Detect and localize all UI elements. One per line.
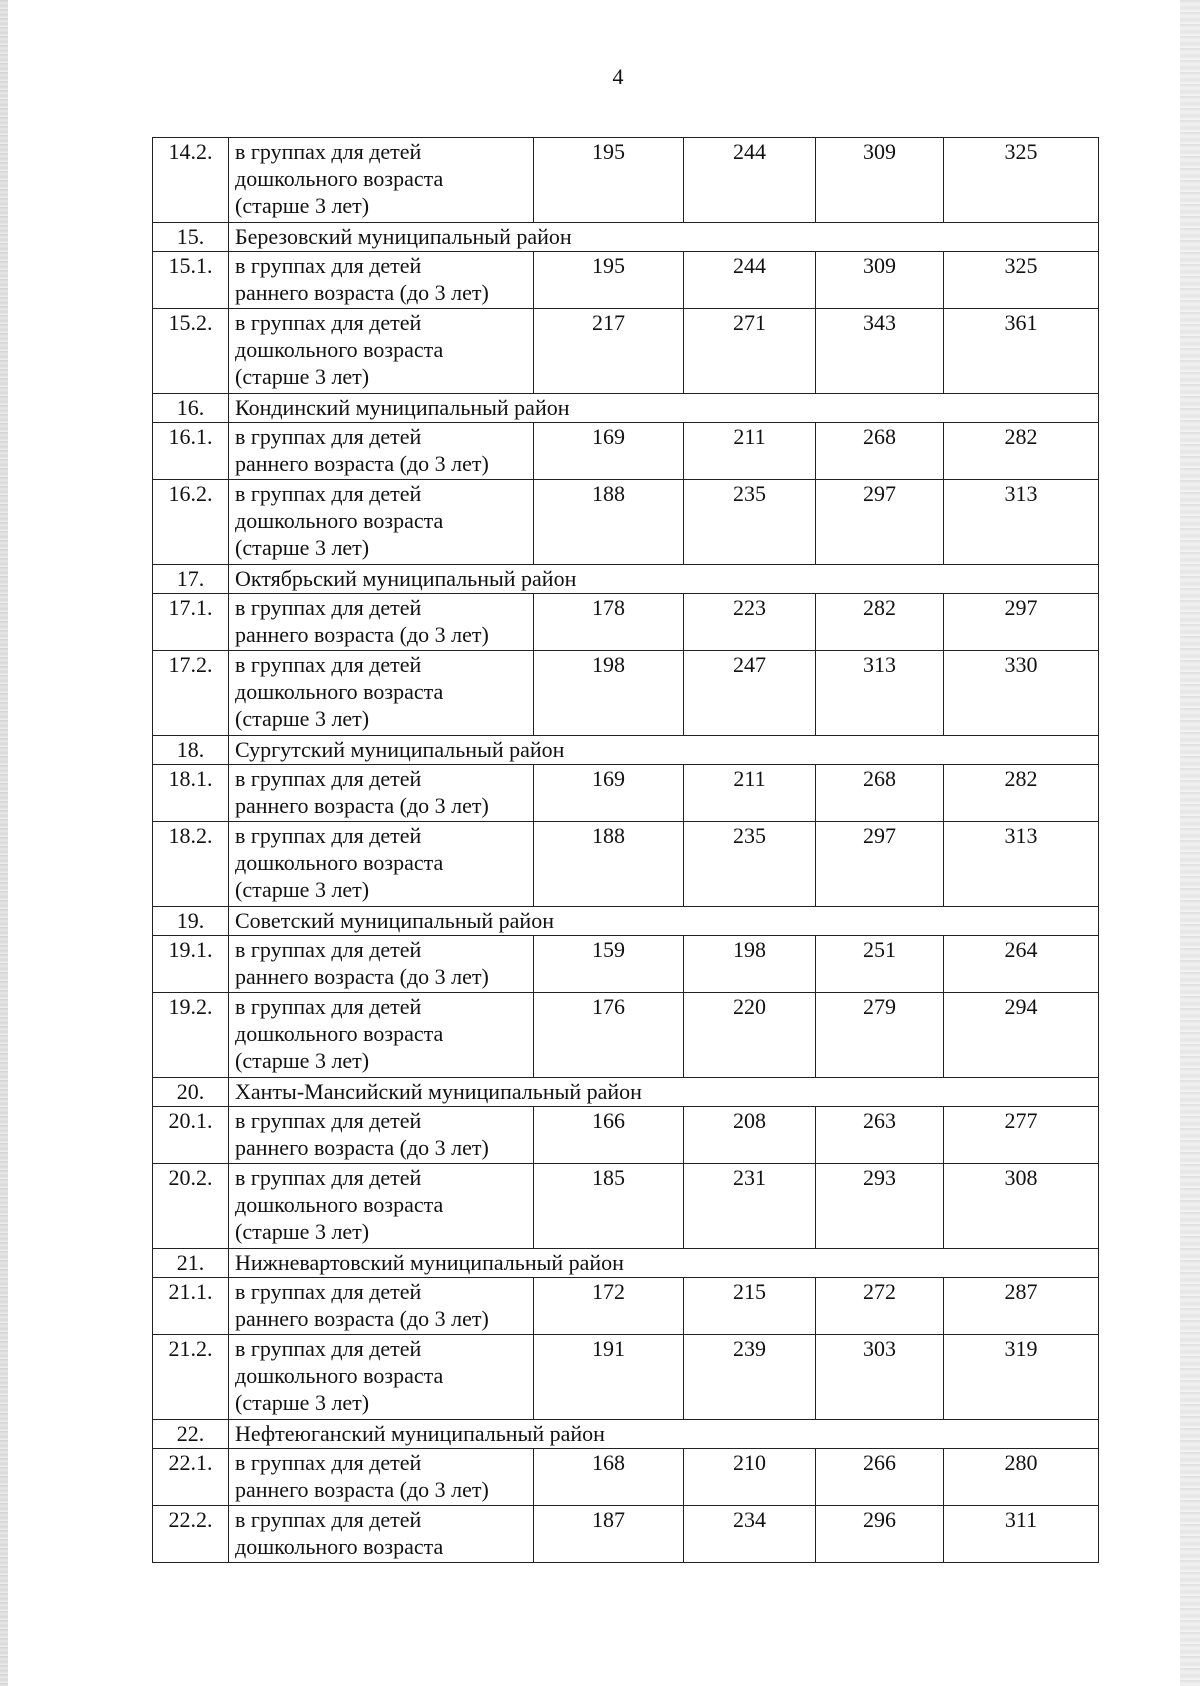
value-cell-3: 268 bbox=[816, 423, 944, 480]
value-cell-2: 234 bbox=[684, 1506, 816, 1563]
row-label bbox=[229, 1164, 534, 1249]
value-cell-4: 325 bbox=[944, 138, 1099, 223]
label-line: в группах для детей bbox=[235, 994, 422, 1019]
value-cell-1: 169 bbox=[534, 765, 684, 822]
value-cell-1: 198 bbox=[534, 651, 684, 736]
label-line: дошкольного возраста bbox=[235, 1363, 444, 1388]
value-cell-3: 266 bbox=[816, 1449, 944, 1506]
label-line: в группах для детей bbox=[235, 1279, 422, 1304]
row-label bbox=[229, 1449, 534, 1506]
value-cell-1: 188 bbox=[534, 822, 684, 907]
row-label bbox=[229, 309, 534, 394]
value-cell-1: 176 bbox=[534, 993, 684, 1078]
row-label bbox=[229, 252, 534, 309]
value-cell-4: 311 bbox=[944, 1506, 1099, 1563]
table-row bbox=[153, 1449, 1099, 1506]
value-cell-3: 296 bbox=[816, 1506, 944, 1563]
district-name bbox=[229, 1420, 1099, 1449]
label-line: раннего возраста (до 3 лет) bbox=[235, 451, 489, 476]
row-number: 15.1. bbox=[153, 252, 229, 309]
value-cell-2: 231 bbox=[684, 1164, 816, 1249]
value-cell-3: 297 bbox=[816, 822, 944, 907]
row-number: 18. bbox=[153, 736, 229, 765]
row-number: 18.2. bbox=[153, 822, 229, 907]
row-number: 22.2. bbox=[153, 1506, 229, 1563]
label-line: в группах для детей bbox=[235, 1450, 422, 1475]
value-cell-4: 361 bbox=[944, 309, 1099, 394]
value-cell-1: 168 bbox=[534, 1449, 684, 1506]
value-cell-3: 343 bbox=[816, 309, 944, 394]
row-number: 20.2. bbox=[153, 1164, 229, 1249]
value-cell-2: 198 bbox=[684, 936, 816, 993]
label-line: раннего возраста (до 3 лет) bbox=[235, 1135, 489, 1160]
district-name bbox=[229, 1078, 1099, 1107]
label-line: в группах для детей bbox=[235, 1165, 422, 1190]
table-row bbox=[153, 822, 1099, 907]
scan-edge-left bbox=[0, 0, 8, 1686]
row-number: 22. bbox=[153, 1420, 229, 1449]
section-header-row bbox=[153, 736, 1099, 765]
row-number: 16. bbox=[153, 394, 229, 423]
section-header-row bbox=[153, 1078, 1099, 1107]
value-cell-4: 313 bbox=[944, 480, 1099, 565]
value-cell-3: 293 bbox=[816, 1164, 944, 1249]
row-label bbox=[229, 936, 534, 993]
table-row bbox=[153, 138, 1099, 223]
table-row bbox=[153, 480, 1099, 565]
district-name bbox=[229, 223, 1099, 252]
value-cell-3: 279 bbox=[816, 993, 944, 1078]
row-number: 14.2. bbox=[153, 138, 229, 223]
label-line: дошкольного возраста bbox=[235, 679, 444, 704]
row-label bbox=[229, 651, 534, 736]
row-number: 17.2. bbox=[153, 651, 229, 736]
value-cell-3: 282 bbox=[816, 594, 944, 651]
row-label bbox=[229, 423, 534, 480]
row-label bbox=[229, 480, 534, 565]
value-cell-3: 309 bbox=[816, 252, 944, 309]
value-cell-1: 187 bbox=[534, 1506, 684, 1563]
label-line: в группах для детей bbox=[235, 253, 422, 278]
value-cell-3: 313 bbox=[816, 651, 944, 736]
section-header-row bbox=[153, 394, 1099, 423]
value-cell-1: 185 bbox=[534, 1164, 684, 1249]
label-line: в группах для детей bbox=[235, 139, 422, 164]
data-table bbox=[152, 137, 1099, 1563]
label-line: Ханты-Мансийский муниципальный район bbox=[235, 1079, 642, 1104]
page-number: 4 bbox=[612, 64, 624, 89]
value-cell-3: 309 bbox=[816, 138, 944, 223]
value-cell-4: 264 bbox=[944, 936, 1099, 993]
value-cell-4: 287 bbox=[944, 1278, 1099, 1335]
value-cell-4: 280 bbox=[944, 1449, 1099, 1506]
label-line: дошкольного возраста bbox=[235, 1192, 444, 1217]
row-label bbox=[229, 138, 534, 223]
label-line: раннего возраста (до 3 лет) bbox=[235, 1306, 489, 1331]
label-line: в группах для детей bbox=[235, 937, 422, 962]
section-header-row bbox=[153, 1420, 1099, 1449]
value-cell-4: 319 bbox=[944, 1335, 1099, 1420]
table-row bbox=[153, 765, 1099, 822]
value-cell-3: 251 bbox=[816, 936, 944, 993]
label-line: Кондинский муниципальный район bbox=[235, 395, 570, 420]
table-row bbox=[153, 423, 1099, 480]
label-line: дошкольного возраста bbox=[235, 337, 444, 362]
table-row bbox=[153, 1107, 1099, 1164]
district-name bbox=[229, 736, 1099, 765]
value-cell-3: 272 bbox=[816, 1278, 944, 1335]
row-number: 21.1. bbox=[153, 1278, 229, 1335]
label-line: в группах для детей bbox=[235, 1507, 422, 1532]
value-cell-1: 169 bbox=[534, 423, 684, 480]
label-line: в группах для детей bbox=[235, 1108, 422, 1133]
section-header-row bbox=[153, 565, 1099, 594]
value-cell-4: 282 bbox=[944, 765, 1099, 822]
label-line: в группах для детей bbox=[235, 424, 422, 449]
label-line: (старше 3 лет) bbox=[235, 535, 370, 560]
label-line: дошкольного возраста bbox=[235, 1534, 444, 1559]
value-cell-4: 330 bbox=[944, 651, 1099, 736]
label-line: Октябрьский муниципальный район bbox=[235, 566, 577, 591]
section-header-row bbox=[153, 907, 1099, 936]
label-line: Советский муниципальный район bbox=[235, 908, 554, 933]
row-number: 19. bbox=[153, 907, 229, 936]
value-cell-1: 191 bbox=[534, 1335, 684, 1420]
label-line: Нефтеюганский муниципальный район bbox=[235, 1421, 605, 1446]
value-cell-1: 166 bbox=[534, 1107, 684, 1164]
row-number: 16.2. bbox=[153, 480, 229, 565]
value-cell-2: 244 bbox=[684, 252, 816, 309]
label-line: в группах для детей bbox=[235, 766, 422, 791]
row-number: 19.1. bbox=[153, 936, 229, 993]
row-number: 22.1. bbox=[153, 1449, 229, 1506]
table-row bbox=[153, 252, 1099, 309]
value-cell-1: 195 bbox=[534, 252, 684, 309]
value-cell-1: 195 bbox=[534, 138, 684, 223]
section-header-row bbox=[153, 1249, 1099, 1278]
scan-edge-right bbox=[1180, 0, 1200, 1686]
table-row bbox=[153, 651, 1099, 736]
table-row bbox=[153, 594, 1099, 651]
row-number: 20.1. bbox=[153, 1107, 229, 1164]
label-line: в группах для детей bbox=[235, 1336, 422, 1361]
row-label bbox=[229, 993, 534, 1078]
row-number: 15. bbox=[153, 223, 229, 252]
table-row bbox=[153, 1164, 1099, 1249]
row-number: 17. bbox=[153, 565, 229, 594]
value-cell-2: 271 bbox=[684, 309, 816, 394]
label-line: (старше 3 лет) bbox=[235, 1390, 370, 1415]
row-number: 21. bbox=[153, 1249, 229, 1278]
label-line: (старше 3 лет) bbox=[235, 1219, 370, 1244]
label-line: (старше 3 лет) bbox=[235, 1048, 370, 1073]
value-cell-2: 211 bbox=[684, 423, 816, 480]
label-line: раннего возраста (до 3 лет) bbox=[235, 280, 489, 305]
row-label bbox=[229, 594, 534, 651]
label-line: (старше 3 лет) bbox=[235, 193, 370, 218]
value-cell-2: 247 bbox=[684, 651, 816, 736]
value-cell-4: 294 bbox=[944, 993, 1099, 1078]
label-line: раннего возраста (до 3 лет) bbox=[235, 964, 489, 989]
row-number: 19.2. bbox=[153, 993, 229, 1078]
label-line: раннего возраста (до 3 лет) bbox=[235, 622, 489, 647]
table-row bbox=[153, 993, 1099, 1078]
row-label bbox=[229, 1335, 534, 1420]
table-row bbox=[153, 1278, 1099, 1335]
value-cell-2: 235 bbox=[684, 822, 816, 907]
value-cell-2: 208 bbox=[684, 1107, 816, 1164]
value-cell-3: 268 bbox=[816, 765, 944, 822]
row-number: 21.2. bbox=[153, 1335, 229, 1420]
value-cell-2: 235 bbox=[684, 480, 816, 565]
row-label bbox=[229, 1278, 534, 1335]
label-line: дошкольного возраста bbox=[235, 508, 444, 533]
value-cell-4: 325 bbox=[944, 252, 1099, 309]
value-cell-4: 308 bbox=[944, 1164, 1099, 1249]
table-body bbox=[153, 138, 1099, 1563]
value-cell-3: 297 bbox=[816, 480, 944, 565]
row-label bbox=[229, 1107, 534, 1164]
value-cell-4: 282 bbox=[944, 423, 1099, 480]
district-name bbox=[229, 1249, 1099, 1278]
label-line: (старше 3 лет) bbox=[235, 706, 370, 731]
value-cell-1: 178 bbox=[534, 594, 684, 651]
label-line: в группах для детей bbox=[235, 595, 422, 620]
label-line: раннего возраста (до 3 лет) bbox=[235, 1477, 489, 1502]
value-cell-4: 277 bbox=[944, 1107, 1099, 1164]
value-cell-1: 188 bbox=[534, 480, 684, 565]
value-cell-2: 215 bbox=[684, 1278, 816, 1335]
value-cell-2: 210 bbox=[684, 1449, 816, 1506]
table-row bbox=[153, 1506, 1099, 1563]
table-row bbox=[153, 309, 1099, 394]
row-label bbox=[229, 822, 534, 907]
label-line: в группах для детей bbox=[235, 481, 422, 506]
label-line: в группах для детей bbox=[235, 823, 422, 848]
value-cell-2: 211 bbox=[684, 765, 816, 822]
value-cell-1: 172 bbox=[534, 1278, 684, 1335]
value-cell-2: 220 bbox=[684, 993, 816, 1078]
value-cell-4: 313 bbox=[944, 822, 1099, 907]
value-cell-1: 217 bbox=[534, 309, 684, 394]
value-cell-1: 159 bbox=[534, 936, 684, 993]
section-header-row bbox=[153, 223, 1099, 252]
row-number: 20. bbox=[153, 1078, 229, 1107]
row-number: 15.2. bbox=[153, 309, 229, 394]
label-line: раннего возраста (до 3 лет) bbox=[235, 793, 489, 818]
value-cell-3: 303 bbox=[816, 1335, 944, 1420]
label-line: дошкольного возраста bbox=[235, 850, 444, 875]
label-line: дошкольного возраста bbox=[235, 1021, 444, 1046]
value-cell-4: 297 bbox=[944, 594, 1099, 651]
district-name bbox=[229, 565, 1099, 594]
row-label bbox=[229, 1506, 534, 1563]
row-number: 18.1. bbox=[153, 765, 229, 822]
district-name bbox=[229, 907, 1099, 936]
label-line: в группах для детей bbox=[235, 652, 422, 677]
district-name bbox=[229, 394, 1099, 423]
label-line: (старше 3 лет) bbox=[235, 877, 370, 902]
row-label bbox=[229, 765, 534, 822]
row-number: 16.1. bbox=[153, 423, 229, 480]
table-row bbox=[153, 1335, 1099, 1420]
label-line: (старше 3 лет) bbox=[235, 364, 370, 389]
table-row bbox=[153, 936, 1099, 993]
value-cell-3: 263 bbox=[816, 1107, 944, 1164]
label-line: дошкольного возраста bbox=[235, 166, 444, 191]
row-number: 17.1. bbox=[153, 594, 229, 651]
value-cell-2: 244 bbox=[684, 138, 816, 223]
label-line: Нижневартовский муниципальный район bbox=[235, 1250, 624, 1275]
label-line: Березовский муниципальный район bbox=[235, 224, 572, 249]
label-line: в группах для детей bbox=[235, 310, 422, 335]
value-cell-2: 239 bbox=[684, 1335, 816, 1420]
value-cell-2: 223 bbox=[684, 594, 816, 651]
label-line: Сургутский муниципальный район bbox=[235, 737, 565, 762]
